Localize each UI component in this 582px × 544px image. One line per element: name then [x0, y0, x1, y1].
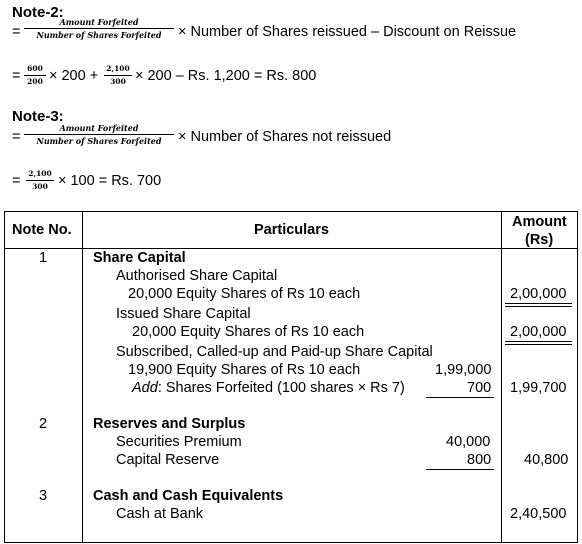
fraction-denominator: Number of Shares Forfeited	[36, 30, 162, 40]
row1-note-no: 1	[39, 250, 48, 266]
fraction-bar	[104, 75, 132, 76]
table-border-top	[4, 211, 578, 212]
subscribed-label: Subscribed, Called-up and Paid-up Share Capital	[116, 344, 433, 360]
note3-eq1-suffix: × Number of Shares not reissued	[178, 129, 392, 145]
fraction-bar	[24, 75, 46, 76]
add-text: : Shares Forfeited (100 shares × Rs 7)	[157, 380, 405, 396]
capital-reserve-label: Capital Reserve	[116, 452, 220, 468]
note2-eq2-fraction2	[104, 65, 132, 85]
fraction-numerator: 600	[27, 64, 43, 73]
note2-eq2-fraction1	[24, 65, 46, 85]
table-border-bottom	[4, 542, 578, 543]
note3-eq2-fraction	[26, 170, 54, 190]
header-amount-unit: (Rs)	[525, 232, 554, 248]
fraction-bar	[24, 134, 174, 135]
issued-underline-1	[505, 341, 572, 342]
row1-title: Share Capital	[93, 250, 186, 266]
note2-eq2-tail: × 200 – Rs. 1,200 = Rs. 800	[135, 68, 317, 84]
issued-underline-2	[505, 344, 572, 345]
note3-eq1-fraction	[24, 124, 174, 145]
header-note-no: Note No.	[12, 222, 72, 238]
fraction-numerator: Amount Forfeited	[59, 17, 139, 27]
issued-label: Issued Share Capital	[116, 306, 251, 322]
reserves-underline	[426, 469, 494, 470]
authorised-underline-2	[505, 306, 572, 307]
fraction-denominator: 200	[27, 76, 43, 86]
subscribed-total: 1,99,700	[510, 380, 567, 396]
authorised-amount: 2,00,000	[510, 286, 567, 302]
table-col-divider-2	[501, 211, 502, 543]
fraction-bar	[26, 180, 54, 181]
subscribed-detail: 19,900 Equity Shares of Rs 10 each	[128, 362, 361, 378]
note2-eq1-prefix: =	[12, 24, 21, 40]
note2-heading: Note-2:	[12, 4, 64, 21]
table-header-divider	[4, 248, 578, 249]
fraction-numerator: 2,100	[106, 64, 130, 73]
authorised-underline-1	[505, 303, 572, 304]
issued-detail: 20,000 Equity Shares of Rs 10 each	[132, 324, 365, 340]
note2-eq1-suffix: × Number of Shares reissued – Discount on Reissue	[178, 24, 517, 40]
row2-note-no: 2	[39, 416, 48, 432]
watermark-icon: ​	[380, 430, 413, 488]
cash-bank-label: Cash at Bank	[116, 506, 204, 522]
cash-bank-amount: 2,40,500	[510, 506, 567, 522]
fraction-denominator: Number of Shares Forfeited	[36, 136, 162, 146]
fraction-numerator: 2,100	[28, 169, 52, 178]
authorised-detail: 20,000 Equity Shares of Rs 10 each	[128, 286, 361, 302]
table-border-right	[577, 211, 578, 543]
row2-title: Reserves and Surplus	[93, 416, 246, 432]
securities-amount: 40,000	[446, 434, 491, 450]
table-border-left	[4, 211, 5, 543]
securities-label: Securities Premium	[116, 434, 242, 450]
fraction-denominator: 300	[32, 181, 48, 191]
fraction-numerator: Amount Forfeited	[59, 123, 139, 133]
row3-title: Cash and Cash Equivalents	[93, 488, 284, 504]
add-word: Add	[132, 380, 158, 396]
issued-amount: 2,00,000	[510, 324, 567, 340]
subscribed-detail-amount: 1,99,000	[435, 362, 492, 378]
note3-eq2-prefix: =	[12, 173, 21, 189]
add-amount: 700	[467, 380, 492, 396]
row3-note-no: 3	[39, 488, 48, 504]
note2-eq1-fraction	[24, 18, 174, 39]
table-col-divider-1	[82, 211, 83, 543]
note2-eq2-prefix: =	[12, 68, 21, 84]
capital-reserve-amount: 800	[467, 452, 492, 468]
header-amount: Amount	[512, 214, 567, 230]
fraction-denominator: 300	[110, 76, 126, 86]
reserves-total: 40,800	[524, 452, 569, 468]
fraction-bar	[24, 28, 174, 29]
note2-eq2-mid: × 200 +	[49, 68, 99, 84]
header-particulars: Particulars	[254, 222, 329, 238]
note3-heading: Note-3:	[12, 108, 64, 125]
authorised-label: Authorised Share Capital	[116, 268, 278, 284]
note3-eq2-tail: × 100 = Rs. 700	[58, 173, 162, 189]
add-forfeited-line	[132, 380, 405, 396]
add-underline	[426, 397, 494, 398]
note3-eq1-prefix: =	[12, 129, 21, 145]
